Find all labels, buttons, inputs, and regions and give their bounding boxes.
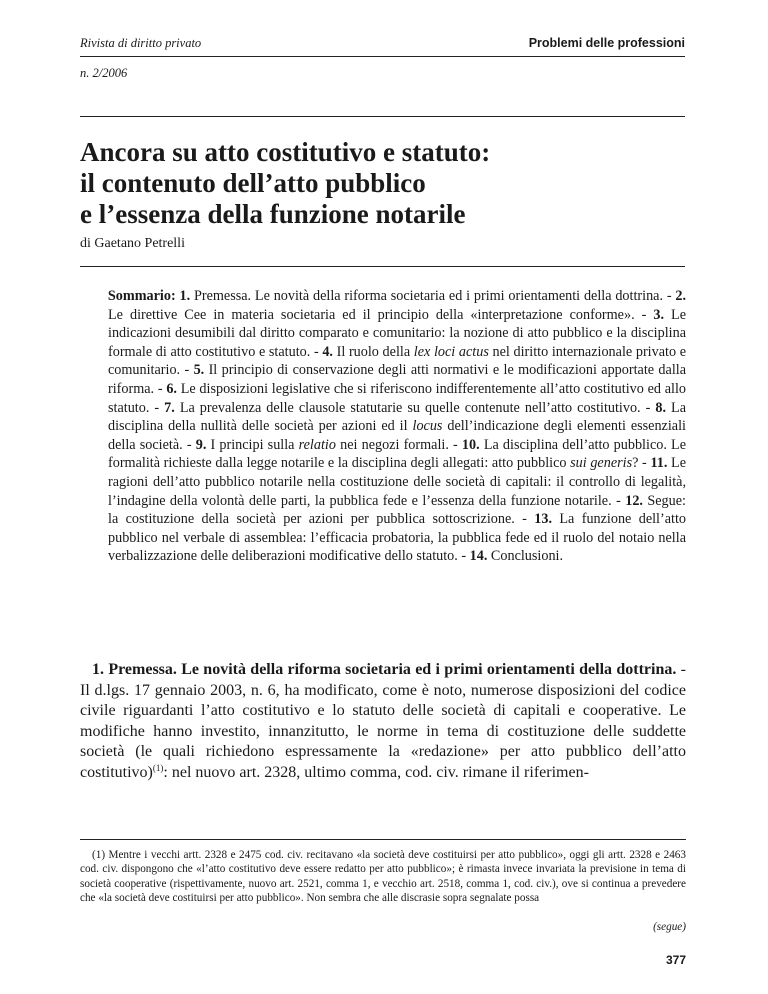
title-line: il contenuto dell’atto pubblico	[80, 168, 426, 198]
summary-item-text: Le indicazioni desumibili dal diritto comparato e comunitario: la nozione di atto pubblico e la disciplina formale di atto costitutivo e statuto. -	[108, 306, 686, 360]
summary-item-number: 12.	[625, 492, 643, 509]
summary-item-text: Il ruolo della	[332, 343, 414, 360]
summary-item-text: Le direttive Cee in materia societaria ed il principio della «interpretazione conforme». -	[108, 306, 654, 323]
summary-item-number: 6.	[166, 380, 177, 397]
title-line: e l’essenza della funzione notarile	[80, 199, 466, 229]
summary-item-text: La disciplina della nullità delle società per azioni ed il	[108, 399, 686, 435]
author-byline: di Gaetano Petrelli	[80, 236, 185, 251]
paragraph-text: - Il d.lgs. 17 gennaio 2003, n. 6, ha modificato, come è noto, numerose disposizioni del codice civile riguardanti l’atto costitutivo e lo statuto delle società di capitali e cooperative. Le modifiche hanno investito, innanzitutto, le norme in tema di costituzione delle suddette società (le quali richiedono espressamente la «redazione» per atto pubblico dell’atto costitutivo)	[80, 661, 686, 781]
summary-item-number: 14.	[469, 548, 488, 565]
summary-item-text: nel diritto internazionale privato e comunitario. -	[108, 343, 686, 379]
summary-item-number: 13.	[534, 511, 553, 528]
summary-item-text: La disciplina dell’atto pubblico. Le formalità richieste dalla legge notarile e la disciplina degli allegati: atto pubblico	[108, 436, 687, 472]
summary-item-number: 9.	[195, 436, 207, 453]
continued-marker: (segue)	[653, 921, 686, 933]
summary-item-italic: relatio	[298, 436, 336, 453]
summary-item-text: Segue: la costituzione della società per azioni per pubblica sottoscrizione. -	[108, 492, 686, 528]
header-rule	[80, 56, 685, 57]
summary-item-italic: sui generis	[570, 455, 633, 472]
summary-item-text: Conclusioni.	[487, 548, 564, 565]
title-bottom-rule	[80, 266, 685, 267]
summary-item-number: 1.	[179, 288, 191, 304]
summary-block	[108, 287, 686, 566]
summary-item-text: Le disposizioni legislative che si riferiscono indifferentemente all’atto costitutivo ed allo statuto. -	[108, 380, 686, 416]
summary-item-text: Il principio di conservazione degli atti normativi e le modificazioni apportate dalla riforma. -	[108, 362, 686, 397]
title-line: Ancora su atto costitutivo e statuto:	[80, 137, 491, 167]
summary-item-text: Le ragioni dell’atto pubblico notarile nella costituzione delle società di capitali: il controllo di legalità, l’indagine della volontà delle parti, la pubblica fede e l’essenza della funzione notarile. -	[108, 455, 687, 509]
summary-item-text: I principi sulla	[206, 436, 299, 453]
summary-item-number: 11.	[650, 455, 668, 472]
summary-item-text: dell’indicazione degli elementi essenziali della società. -	[108, 418, 686, 453]
summary-item-italic: locus	[412, 418, 443, 435]
summary-item-text: La funzione dell’atto pubblico nel verbale di assemblea: l’efficacia probatoria, la pubblica fede ed il ruolo del notaio nella verbalizzazione delle deliberazioni modificative dello statuto. -	[108, 511, 686, 565]
summary-item-text: La prevalenza delle clausole statutarie su quelle contenute nell’atto costitutivo. -	[174, 399, 656, 416]
title-top-rule	[80, 116, 685, 117]
footnote-rule	[80, 839, 686, 840]
summary-item-number: 7.	[164, 399, 175, 416]
summary-item-italic: lex loci actus	[413, 343, 489, 360]
paragraph-text: : nel nuovo art. 2328, ultimo comma, cod. civ. rimane il riferimen-	[163, 763, 589, 781]
summary-item-number: 8.	[655, 399, 667, 416]
section-1-paragraph	[80, 660, 686, 784]
issue-number: n. 2/2006	[80, 66, 128, 80]
summary-item-number: 2.	[675, 288, 687, 304]
article-title	[80, 137, 700, 230]
footnote-1: (1) Mentre i vecchi artt. 2328 e 2475 cod. civ. recitavano «la società deve costituirsi per atto pubblico», oggi gli artt. 2328 e 2463 cod. civ. dispongono che «l’atto costitutivo deve essere redatto per atto pubblico»; è rimasta invece invariata la previsione in tema di società cooperative (rispettivamente, nuovo art. 2521, comma 1, e vecchio art. 2518, comma 1, cod. civ.), ove si continua a prevedere che «la società deve costituirsi per atto pubblico». Non sembra che alle discrasie sopra segnalate possa	[80, 849, 686, 905]
journal-name: Rivista di diritto privato	[80, 36, 202, 50]
summary-item-number: 10.	[461, 436, 480, 453]
summary-item-number: 5.	[193, 362, 205, 379]
section-name: Problemi delle professioni	[528, 36, 685, 50]
summary-item-text: ? -	[632, 455, 651, 472]
summary-item-number: 4.	[322, 343, 333, 360]
summary-item-number: 3.	[653, 306, 665, 323]
page-number: 377	[665, 953, 686, 967]
section-heading: 1. Premessa. Le novità della riforma societaria ed i primi orientamenti della dottrina.	[92, 661, 677, 678]
summary-item-text: Premessa. Le novità della riforma societaria ed i primi orientamenti della dottrina. -	[190, 288, 676, 304]
summary-label: Sommario:	[107, 288, 176, 304]
footnote-reference[interactable]: (1)	[152, 762, 164, 773]
summary-item-text: nei negozi formali. -	[335, 436, 462, 453]
